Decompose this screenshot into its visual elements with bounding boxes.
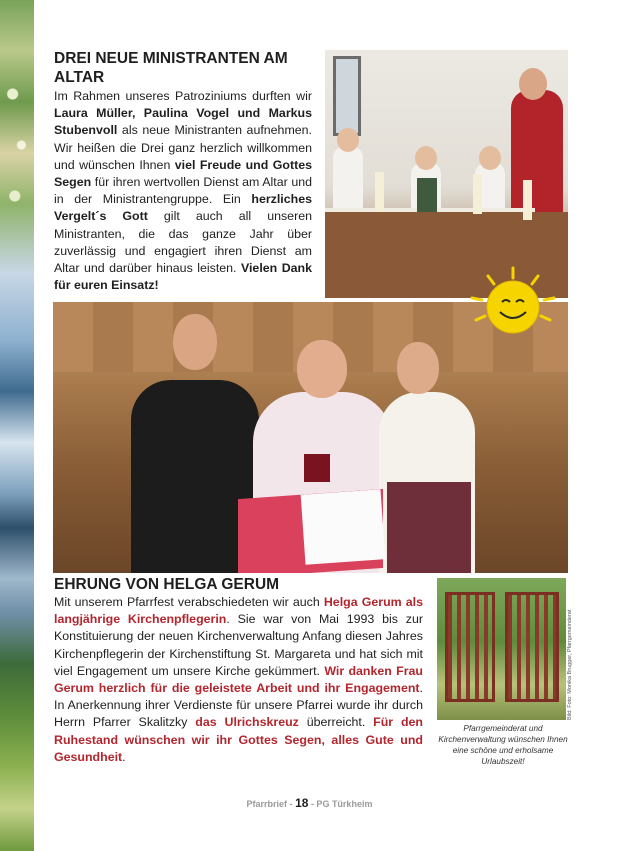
- ministrant-head: [479, 146, 501, 170]
- honoring-photo: [53, 302, 568, 573]
- page-footer: [0, 796, 619, 810]
- ulrichskreuz-medal: [304, 454, 330, 482]
- candle: [523, 180, 532, 220]
- gate-right: [505, 592, 559, 702]
- gate-left: [445, 592, 495, 702]
- nature-side-strip: [0, 0, 34, 851]
- woman-skirt: [387, 482, 471, 573]
- candle: [473, 174, 482, 214]
- church-window: [333, 56, 361, 136]
- leaves-decoration: [6, 60, 28, 230]
- article2-text: Mit unserem Pfarrfest verabschiedeten wir auch Helga Gerum als langjährige Kirchenpflegerin. Sie war von Mai 1993 bis zur Konstituierung der neuen Kirchenverwaltung Anfang diesen Jahres Kirchenpflegerin der Kirchenstiftung St. Margareta und hat sich mit viel Engagement um unsere Kirche gekümmert. Wir danken Frau Gerum herzlich für die geleistete Arbeit und ihr Engagement. In Anerkennung ihrer Verdienste für unsere Pfarrei wurde ihr durch Herrn Pfarrer Skalitzky das Ulrichskreuz überreicht. Für den Ruhestand wünschen wir ihr Gottes Segen, alles Gute und Gesundheit.: [54, 595, 423, 764]
- photo-caption: Pfarrgemeinderat und Kirchenverwaltung wünschen Ihnen eine schöne und erholsame Urlaubszeit!: [438, 724, 568, 766]
- article1-text: Im Rahmen unseres Patroziniums durften wir Laura Müller, Paulina Vogel und Markus Stubenvoll als neue Ministranten aufnehmen. Wir heißen die Drei ganz herzlich willkommen und wünschen Ihnen viel Freude und Gottes Segen für ihren wertvollen Dienst am Altar und in der Ministrantengruppe. Ein herzliches Vergelt´s Gott gilt auch all unseren Ministranten, die das ganze Jahr über zuverlässig und engagiert ihren Dienst am Altar und darüber hinaus leisten. Vielen Dank für euren Einsatz!: [54, 89, 312, 293]
- article1-title: DREI NEUE MINISTRANTEN AM ALTAR: [54, 50, 288, 86]
- page-number: 18: [295, 796, 309, 810]
- garden-gate-photo: [437, 578, 566, 720]
- ministrant-head: [415, 146, 437, 170]
- woman-head: [397, 342, 439, 394]
- helga-gerum-head: [297, 340, 347, 398]
- priest-head: [519, 68, 547, 100]
- photo-credit: Bild: Foto: Monika Brugger, Pfarrgemeinderat: [567, 609, 573, 720]
- footer-right: - PG Türkheim: [310, 799, 373, 809]
- article2-title: EHRUNG VON HELGA GERUM: [54, 576, 280, 593]
- ministrant-head: [337, 128, 359, 152]
- pastor-head: [173, 314, 217, 370]
- candle: [375, 172, 384, 212]
- smiling-sun-icon: [458, 262, 568, 342]
- footer-left: Pfarrbrief -: [246, 799, 293, 809]
- altar-photo: [325, 50, 568, 298]
- certificate-paper: [301, 489, 386, 564]
- altar-cross: [417, 178, 437, 212]
